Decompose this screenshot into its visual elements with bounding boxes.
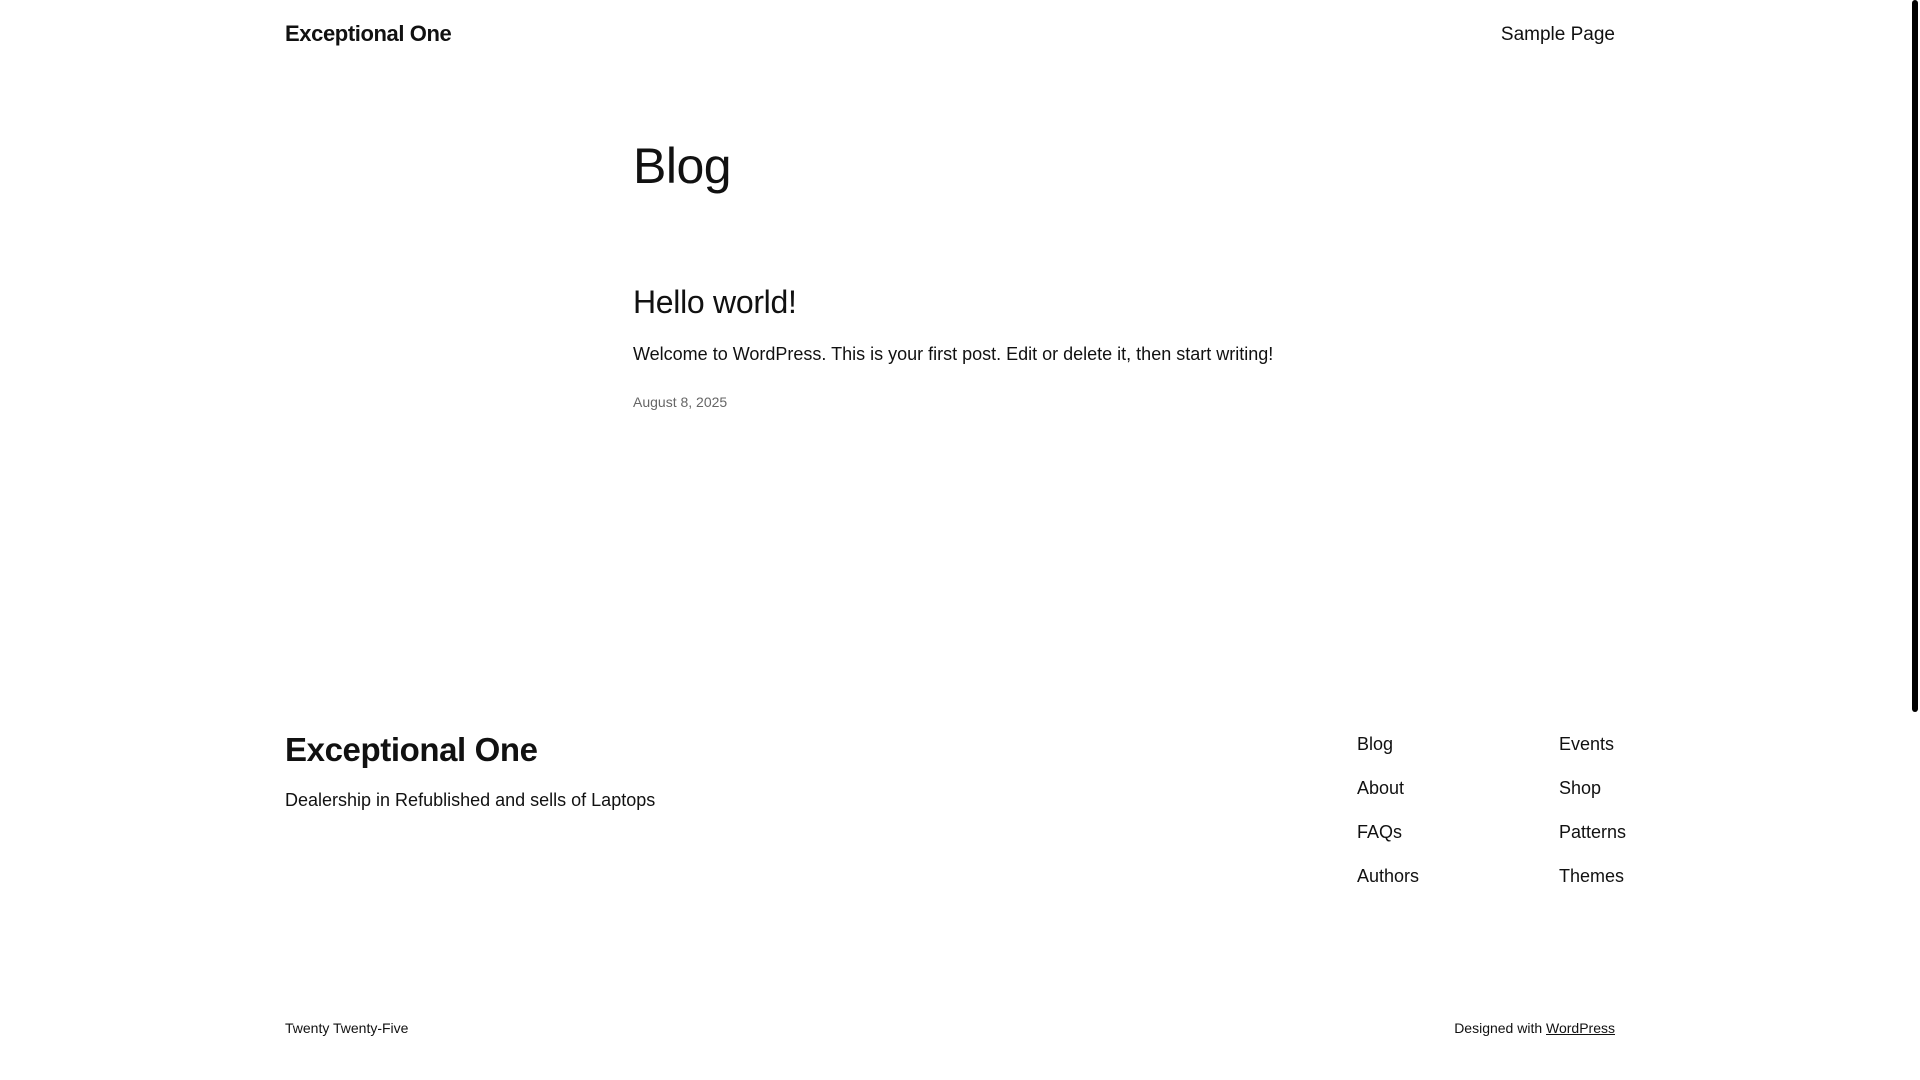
post-date: August 8, 2025 bbox=[633, 394, 728, 410]
post-excerpt: Welcome to WordPress. This is your first post. Edit or delete it, then start writing! bbox=[633, 344, 1274, 364]
footer-link-patterns[interactable]: Patterns bbox=[1559, 822, 1627, 842]
footer-tagline: Dealership in Refublished and sells of Laptops bbox=[285, 790, 656, 810]
footer-site-title bbox=[285, 729, 538, 771]
footer-theme-name: Twenty Twenty-Five bbox=[285, 1020, 409, 1036]
footer-link-faqs[interactable]: FAQs bbox=[1357, 822, 1403, 842]
footer-link-about[interactable]: About bbox=[1357, 778, 1405, 798]
footer-site-title-link[interactable]: Exceptional One bbox=[285, 731, 538, 768]
footer-nav-column-2 bbox=[1559, 732, 1626, 908]
footer-credit bbox=[1454, 1019, 1615, 1037]
footer-link-blog[interactable]: Blog bbox=[1357, 734, 1394, 754]
footer-link-events[interactable]: Events bbox=[1559, 734, 1615, 754]
footer-link-themes[interactable]: Themes bbox=[1559, 866, 1625, 886]
post-title-link[interactable]: Hello world! bbox=[633, 284, 797, 320]
scrollbar-track[interactable] bbox=[1910, 0, 1920, 1080]
page-title: Blog bbox=[633, 138, 732, 194]
site-title-link[interactable]: Exceptional One bbox=[285, 21, 452, 46]
footer-nav-column-1 bbox=[1357, 732, 1419, 908]
scrollbar-thumb[interactable] bbox=[1912, 0, 1918, 712]
footer-link-shop[interactable]: Shop bbox=[1559, 778, 1602, 798]
post-item bbox=[633, 282, 1533, 411]
nav-item-sample-page[interactable]: Sample Page bbox=[1500, 24, 1615, 45]
footer-link-authors[interactable]: Authors bbox=[1357, 866, 1420, 886]
post-title bbox=[633, 282, 1533, 322]
wordpress-link[interactable]: WordPress bbox=[1546, 1020, 1615, 1036]
footer-credit-prefix: Designed with bbox=[1454, 1020, 1547, 1036]
